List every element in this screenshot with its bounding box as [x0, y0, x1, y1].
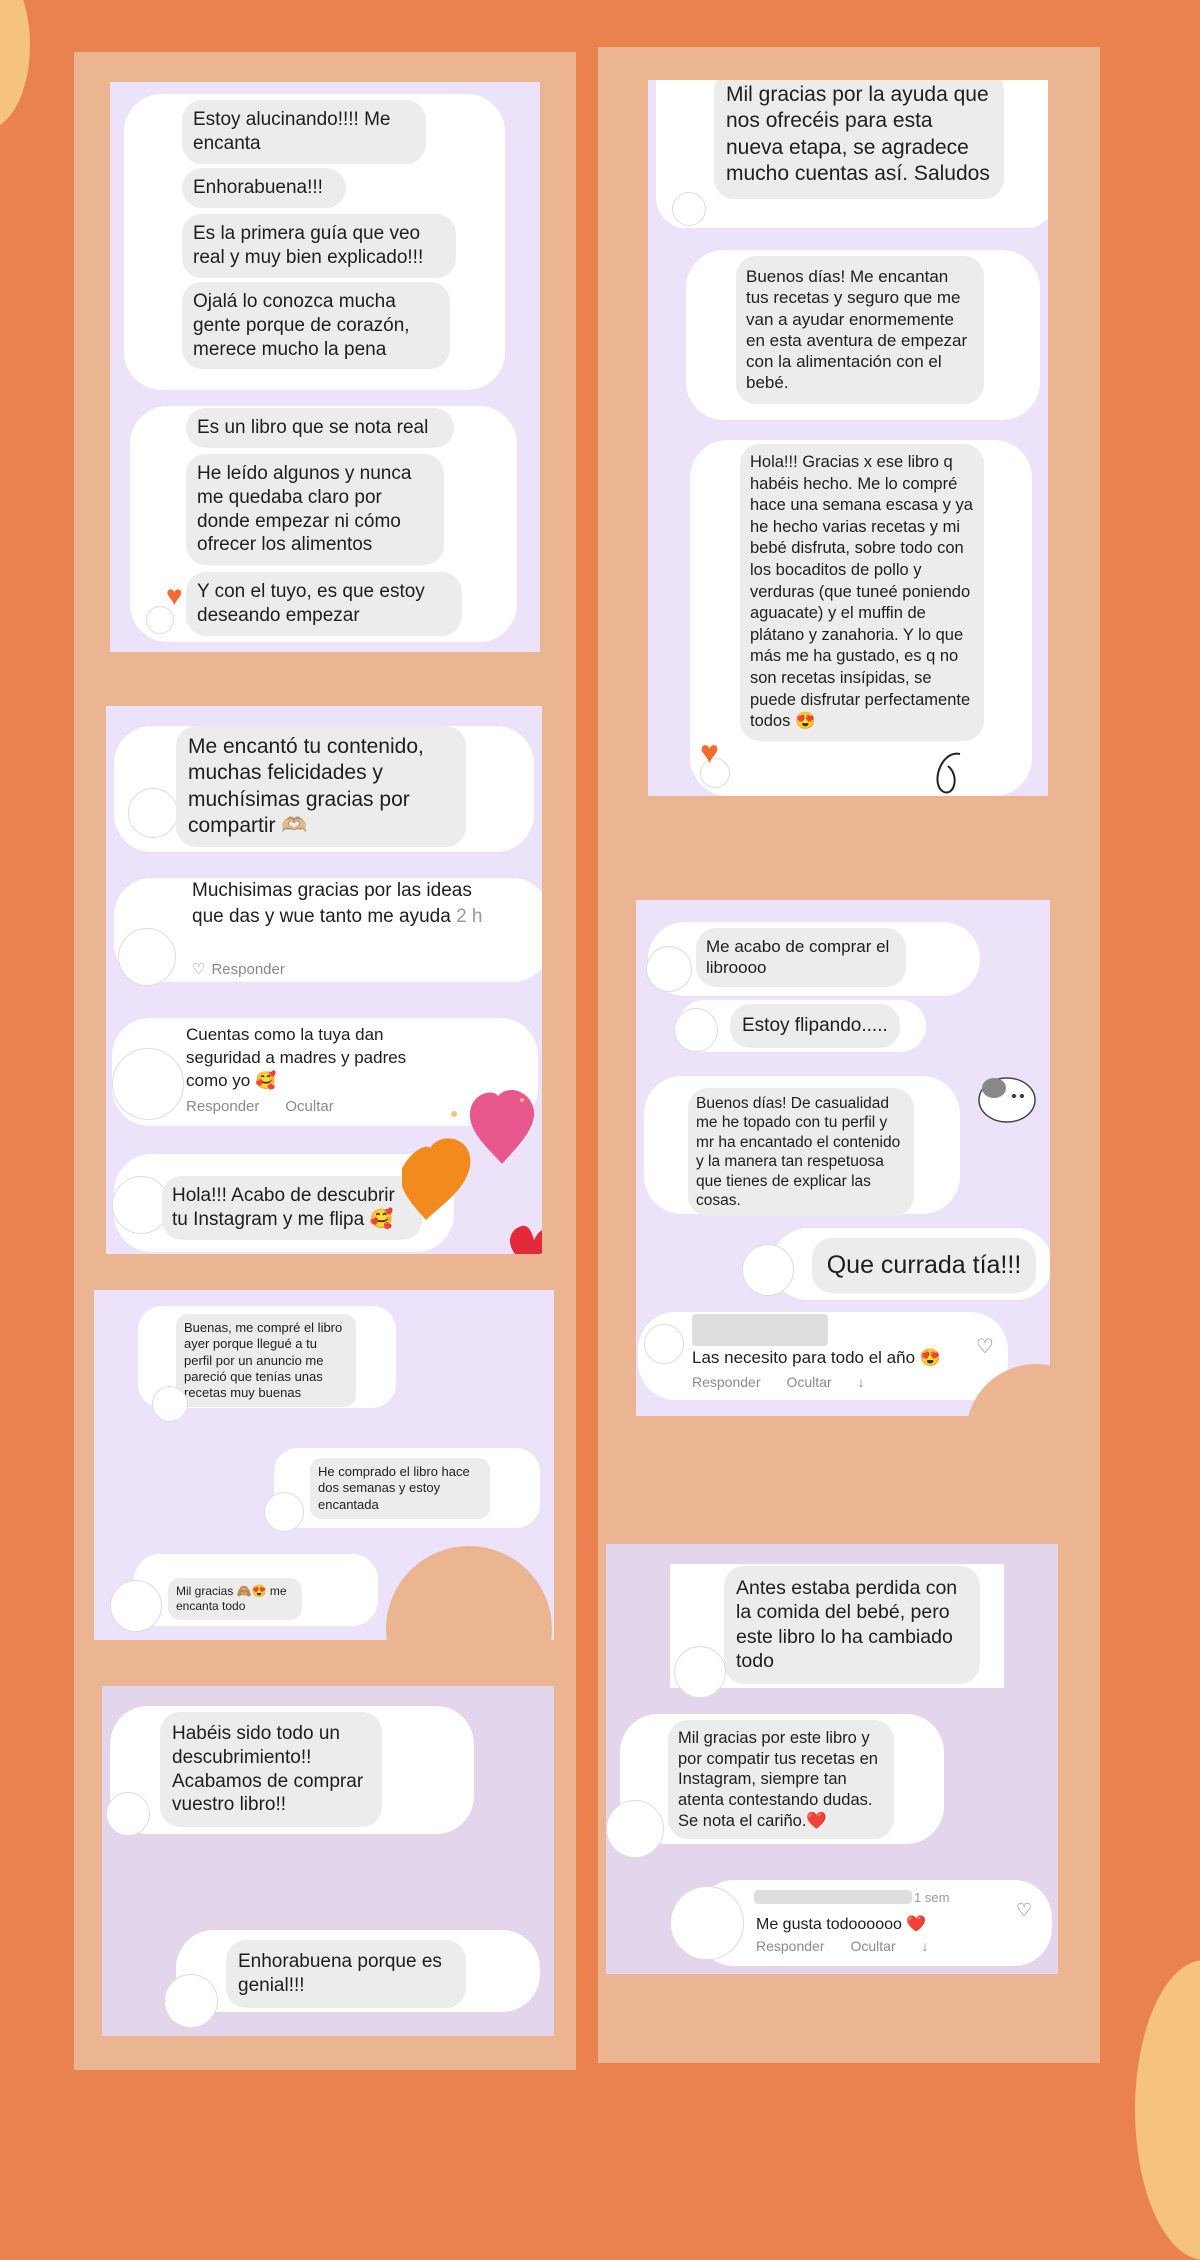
- hide-button[interactable]: Ocultar: [850, 1938, 896, 1954]
- heart-outline-icon[interactable]: ♡: [976, 1336, 994, 1358]
- message-bubble: Buenas, me compré el libro ayer porque llegué a tu perfil por un anuncio me pareció que tenías unas recetas muy buenas: [176, 1314, 356, 1407]
- comment-time: 1 sem: [914, 1890, 950, 1905]
- heart-emoji-icon: ♥: [166, 580, 183, 611]
- message-bubble: Enhorabuena porque es genial!!!: [226, 1940, 466, 2008]
- message-bubble: Es la primera guía que veo real y muy bien explicado!!!: [182, 214, 456, 278]
- comment-text: Me gusta todoooooo ❤️: [756, 1916, 927, 1933]
- comment-actions: [756, 1938, 955, 1954]
- reply-row: [192, 960, 311, 978]
- message-bubble: Mil gracias por la ayuda que nos ofrecéis para esta nueva etapa, se agradece mucho cuentas así. Saludos: [714, 80, 1004, 199]
- decor-blob-bottom-right: [1135, 1960, 1200, 2260]
- hug-sticker-icon: [974, 1068, 1040, 1128]
- comment-time: 2 h: [456, 905, 483, 927]
- avatar: [674, 1646, 726, 1698]
- message-bubble: He leído algunos y nunca me quedaba claro por donde empezar ni cómo ofrecer los alimentos: [186, 454, 444, 565]
- avatar: [152, 1386, 188, 1422]
- signature-icon: [920, 746, 980, 796]
- hide-button[interactable]: Ocultar: [786, 1374, 832, 1390]
- message-bubble: He comprado el libro hace dos semanas y estoy encantada: [310, 1458, 490, 1519]
- message-bubble: Buenos días! De casualidad me he topado con tu perfil y mr ha encantado el contenido y la manera tan respetuosa que tienes de explicar las cosas.: [688, 1088, 914, 1216]
- username-placeholder: [692, 1314, 828, 1346]
- message-bubble: Antes estaba perdida con la comida del bebé, pero este libro lo ha cambiado todo: [724, 1566, 980, 1684]
- avatar: [128, 788, 178, 838]
- message-bubble: Enhorabuena!!!: [182, 168, 346, 208]
- chat-card-6: [636, 900, 1050, 1416]
- comment-actions: [692, 1374, 891, 1390]
- chat-card-3: [94, 1290, 554, 1640]
- message-bubble: Es un libro que se nota real: [186, 408, 454, 448]
- message-bubble: Habéis sido todo un descubrimiento!! Acabamos de comprar vuestro libro!!: [160, 1712, 382, 1827]
- avatar: [644, 1324, 684, 1364]
- avatar: [118, 928, 176, 986]
- heart-outline-icon[interactable]: ♡: [192, 961, 206, 978]
- reply-button[interactable]: Responder: [756, 1938, 825, 1954]
- message-bubble: Estoy flipando.....: [730, 1004, 900, 1048]
- reply-button[interactable]: Responder: [186, 1098, 260, 1115]
- avatar: [672, 192, 706, 226]
- chat-card-5: [648, 80, 1048, 796]
- message-bubble: Ojalá lo conozca mucha gente porque de corazón, merece mucho la pena: [182, 282, 450, 369]
- avatar: [742, 1244, 794, 1296]
- chat-card-4: [102, 1686, 554, 2036]
- message-bubble: Me acabo de comprar el libroooo: [696, 928, 906, 987]
- hide-button[interactable]: Ocultar: [285, 1098, 334, 1115]
- avatar: [670, 1886, 744, 1960]
- avatar: [606, 1800, 664, 1858]
- chat-card-2: [106, 706, 542, 1254]
- comment-text: Muchisimas gracias por las ideas que das y wue tanto me ayuda 2 h: [192, 880, 483, 927]
- message-bubble: Buenos días! Me encantan tus recetas y seguro que me van a ayudar enormemente en esta aventura de empezar con la alimentación con el bebé.: [736, 256, 984, 404]
- heart-emoji-icon: ♥: [700, 734, 719, 770]
- username-placeholder: [754, 1890, 912, 1904]
- reply-button[interactable]: Responder: [692, 1374, 761, 1390]
- avatar: [106, 1792, 150, 1836]
- chat-card-7: [606, 1544, 1058, 1974]
- expand-arrow-icon[interactable]: ↓: [921, 1938, 929, 1954]
- avatar: [264, 1492, 304, 1532]
- message-bubble: Mil gracias 🙈😍 me encanta todo: [168, 1578, 302, 1620]
- comment-actions: [186, 1098, 360, 1115]
- message-bubble: Que currada tía!!!: [812, 1238, 1036, 1293]
- decor-blob: [386, 1546, 552, 1640]
- avatar: [674, 1008, 718, 1052]
- comment-text: Cuentas como la tuya dan seguridad a madres y padres como yo 🥰: [186, 1025, 407, 1090]
- avatar: [164, 1974, 218, 2028]
- avatar: [646, 946, 692, 992]
- chat-card-1: [110, 82, 540, 652]
- heart-outline-icon[interactable]: ♡: [1016, 1900, 1033, 1920]
- decor-blob-top-left: [0, 0, 30, 130]
- message-bubble: Estoy alucinando!!!! Me encanta: [182, 100, 426, 164]
- avatar: [112, 1048, 184, 1120]
- comment-bubble: Me encantó tu contenido, muchas felicidades y muchísimas gracias por compartir 🫶🏼: [176, 726, 466, 847]
- hearts-sticker-icon: [402, 1090, 542, 1254]
- comment-bubble: Hola!!! Acabo de descubrir tu Instagram y me flipa 🥰: [162, 1176, 422, 1240]
- comment-text: Las necesito para todo el año 😍: [692, 1348, 941, 1367]
- message-bubble: Hola!!! Gracias x ese libro q habéis hecho. Me lo compré hace una semana escasa y ya he hecho varias recetas y mi bebé disfruta, sobre todo con los bocaditos de pollo y verduras (que tuneé poniendo aguacate) y el muffin de plátano y zanahoria. Y lo que más me ha gustado, es q no son recetas insípidas, se puede disfrutar perfectamente todos 😍: [740, 444, 984, 741]
- message-bubble: Mil gracias por este libro y por compatir tus recetas en Instagram, siempre tan atenta contestando dudas. Se nota el cariño.❤️: [668, 1720, 894, 1839]
- message-bubble: Y con el tuyo, es que estoy deseando empezar: [186, 572, 462, 636]
- reply-button[interactable]: Responder: [211, 961, 285, 978]
- expand-arrow-icon[interactable]: ↓: [857, 1374, 865, 1390]
- avatar: [110, 1580, 162, 1632]
